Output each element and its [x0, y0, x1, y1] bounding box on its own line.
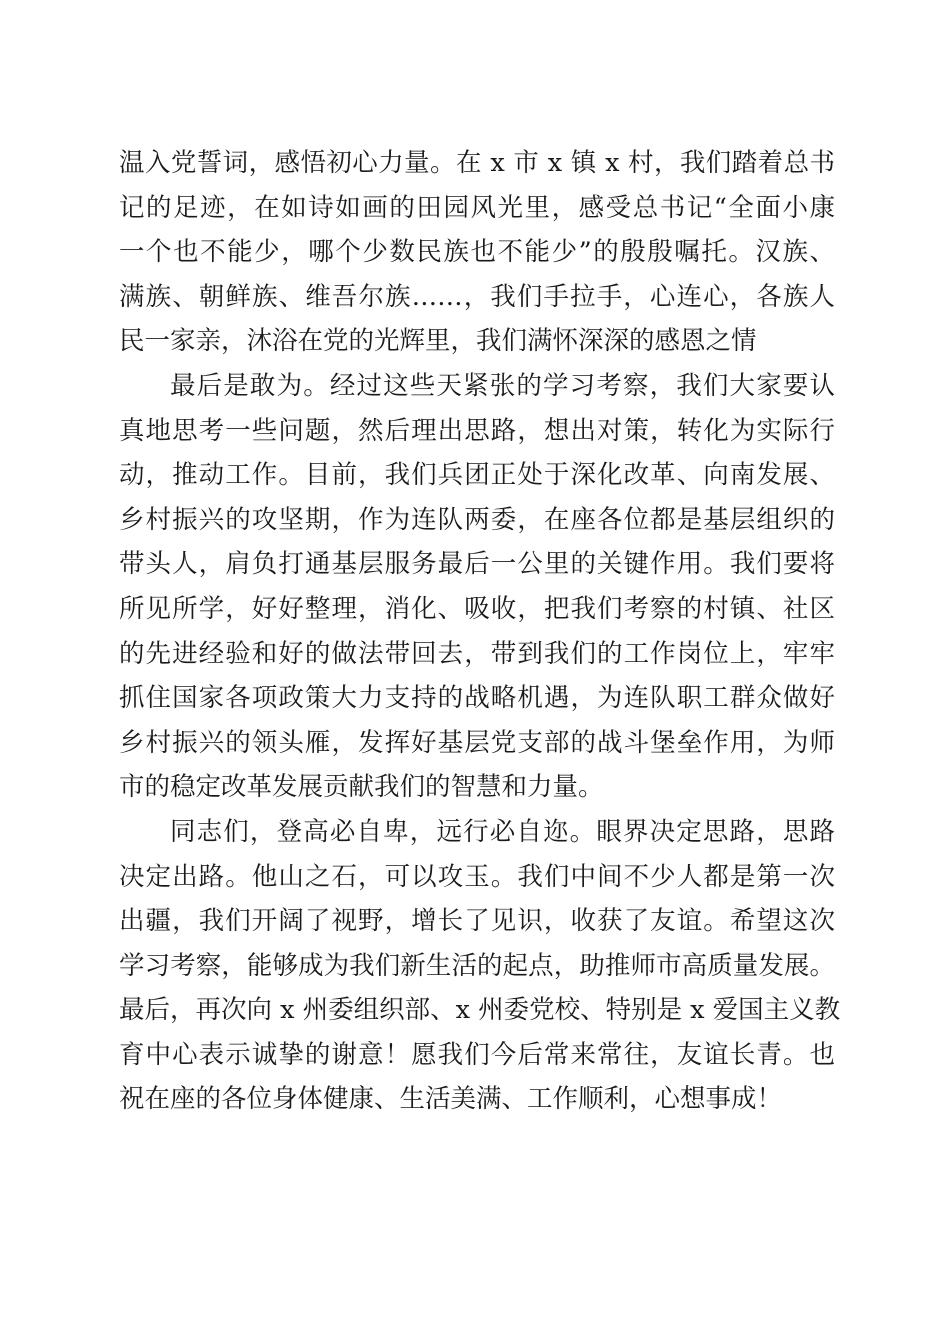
paragraph-line: 温入党誓词，感悟初心力量。在 x 市 x 镇 x 村，我们踏着总书: [119, 148, 835, 178]
paragraph-line: 最后是敢为。经过这些天紧张的学习考察，我们大家要认: [170, 370, 835, 401]
paragraph-line: 满族、朝鲜族、维吾尔族……，我们手拉手，心连心，各族人: [119, 281, 835, 312]
paragraph-line: 乡村振兴的攻坚期，作为连队两委，在座各位都是基层组织的: [119, 504, 835, 535]
paragraph-line: 学习考察，能够成为我们新生活的起点，助推师市高质量发展。: [119, 950, 835, 981]
paragraph-line: 市的稳定改革发展贡献我们的智慧和力量。: [119, 772, 604, 803]
paragraph-line: 祝在座的各位身体健康、生活美满、工作顺利，心想事成！: [119, 1084, 783, 1115]
paragraph-line: 民一家亲，沐浴在党的光辉里，我们满怀深深的感恩之情: [119, 326, 757, 357]
paragraph-line: 同志们，登高必自卑，远行必自迩。眼界决定思路，思路: [170, 816, 835, 847]
paragraph-line: 的先进经验和好的做法带回去，带到我们的工作岗位上，牢牢: [119, 638, 835, 669]
paragraph-line: 动，推动工作。目前，我们兵团正处于深化改革、向南发展、: [119, 460, 835, 491]
paragraph-line: 抓住国家各项政策大力支持的战略机遇，为连队职工群众做好: [119, 683, 835, 714]
paragraph-line: 育中心表示诚挚的谢意！愿我们今后常来常往，友谊长青。也: [119, 1039, 835, 1070]
paragraph-line: 出疆，我们开阔了视野，增长了见识，收获了友谊。希望这次: [119, 906, 835, 937]
paragraph-line: 记的足迹，在如诗如画的田园风光里，感受总书记“全面小康: [119, 192, 835, 223]
paragraph-line: 带头人，肩负打通基层服务最后一公里的关键作用。我们要将: [119, 549, 835, 580]
document-body: [119, 141, 841, 1122]
paragraph-line: 最后，再次向 x 州委组织部、x 州委党校、特别是 x 爱国主义教: [119, 995, 841, 1026]
paragraph-2: [119, 364, 835, 810]
paragraph-1: [119, 141, 835, 364]
paragraph-line: 一个也不能少，哪个少数民族也不能少”的殷殷嘱托。汉族、: [119, 237, 835, 268]
paragraph-3: [119, 810, 841, 1122]
paragraph-line: 决定出路。他山之石，可以攻玉。我们中间不少人都是第一次: [119, 861, 835, 892]
paragraph-line: 所见所学，好好整理，消化、吸收，把我们考察的村镇、社区: [119, 593, 835, 624]
paragraph-line: 乡村振兴的领头雁，发挥好基层党支部的战斗堡垒作用，为师: [119, 727, 835, 758]
paragraph-line: 真地思考一些问题，然后理出思路，想出对策，转化为实际行: [119, 415, 835, 446]
